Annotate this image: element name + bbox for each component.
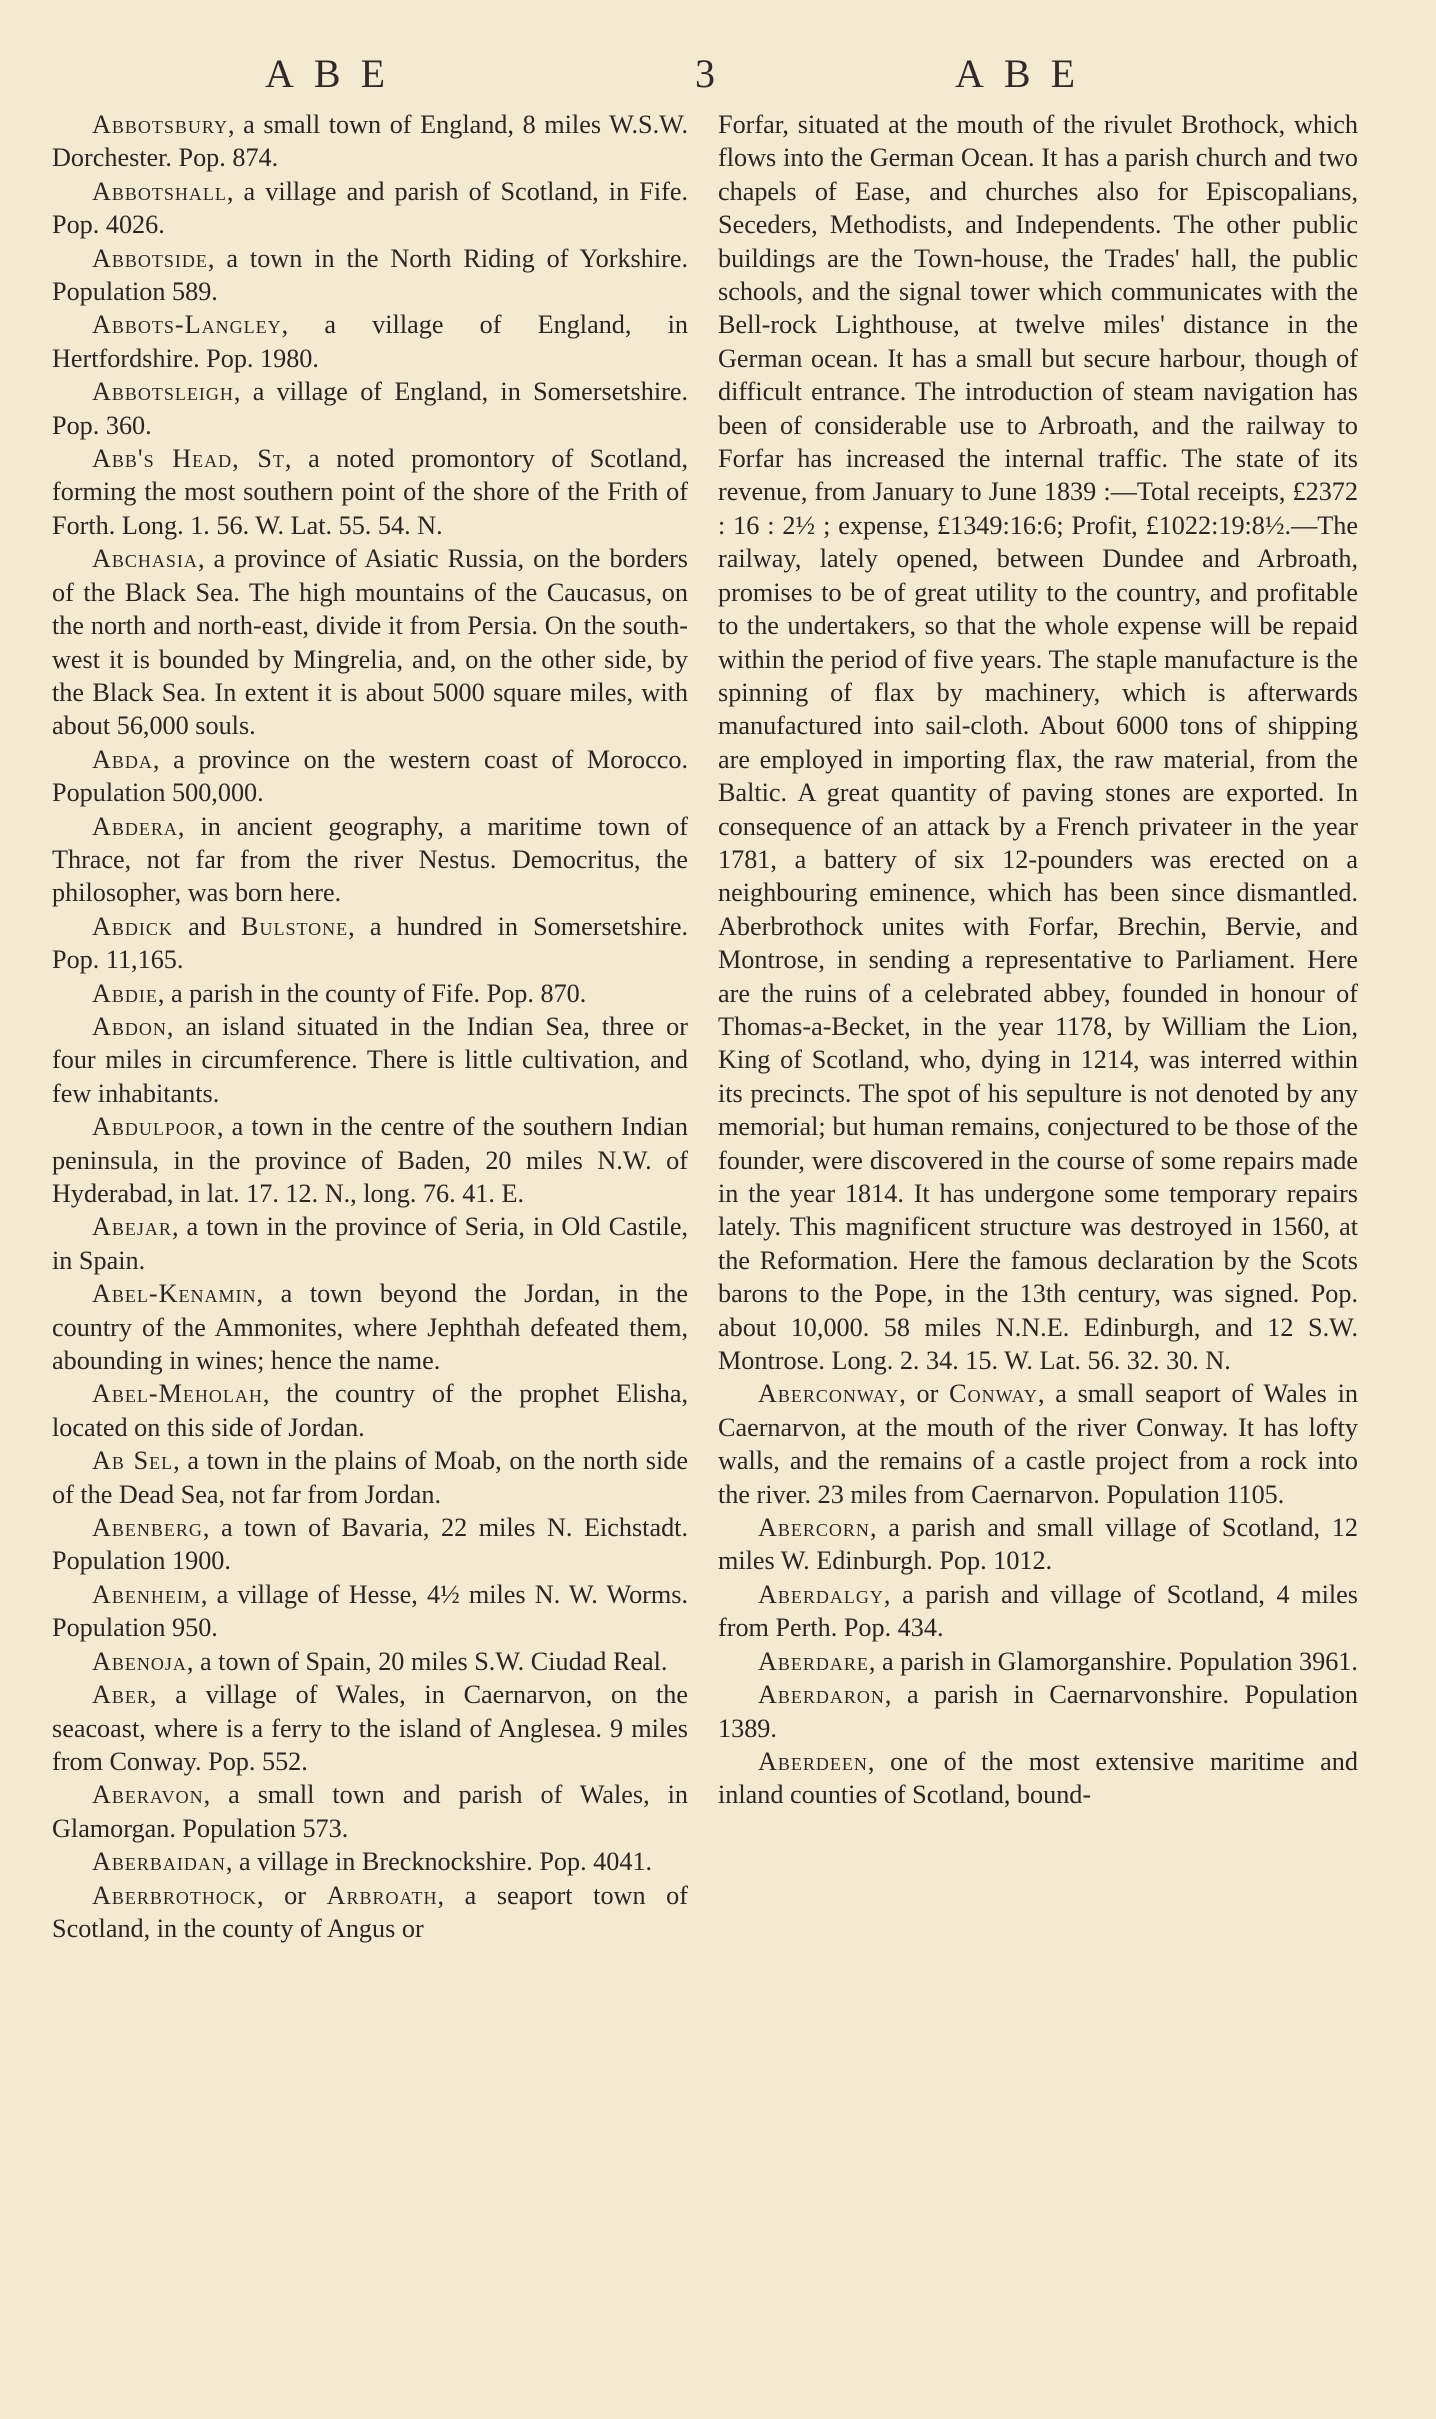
gazetteer-entry xyxy=(52,1010,688,1110)
entry-headword: Abbotshall xyxy=(92,176,227,206)
gazetteer-entry xyxy=(52,810,688,910)
gazetteer-entry xyxy=(52,1277,688,1377)
entry-text: , a parish in Caernarvonshire. Population 1389. xyxy=(718,1680,1358,1743)
entry-text: , a town beyond the Jordan, in the country of the Ammonites, where Jephthah defeated them, abounding in wines; hence the name. xyxy=(52,1279,688,1376)
gazetteer-entry xyxy=(52,108,688,175)
entry-text: , a seaport town of Scotland, in the county of Angus or xyxy=(52,1880,688,1943)
entry-text: , a parish and small village of Scotland, 12 miles W. Edinburgh. Pop. 1012. xyxy=(718,1513,1358,1576)
gazetteer-entry xyxy=(718,1745,1358,1812)
entry-headword: Abel-Meholah xyxy=(92,1379,263,1409)
entry-headword: Abbotside xyxy=(92,243,208,273)
gazetteer-entry xyxy=(52,175,688,242)
entry-text: , in ancient geography, a maritime town of Thrace, not far from the river Nestus. Democritus, the philosopher, was born here. xyxy=(52,811,688,908)
entry-text: , a town in the plains of Moab, on the north side of the Dead Sea, not far from Jordan. xyxy=(52,1446,688,1509)
running-header xyxy=(0,50,1436,100)
gazetteer-entry xyxy=(52,375,688,442)
entry-text: , a small town of England, 8 miles W.S.W. Dorchester. Pop. 874. xyxy=(52,110,688,173)
gazetteer-entry xyxy=(718,1578,1358,1645)
entry-headword: Abbotsleigh xyxy=(92,377,234,407)
gazetteer-entry xyxy=(718,108,1358,1377)
entry-headword: Aberavon xyxy=(92,1780,204,1810)
right-column xyxy=(718,108,1358,1812)
entry-text: Forfar, situated at the mouth of the rivulet Brothock, which flows into the German Ocean. It has a parish church and two chapels of Ease, and churches also for Episcopalians, Seceders, Methodists, and Independents. The other public buildings are the Town-house, the Trades' hall, the public schools, and the signal tower which communicates with the Bell-rock Lighthouse, at twelve miles' distance in the German ocean. It has a small but secure harbour, though of difficult entrance. The introduction of steam navigation has been of considerable use to Arbroath, and the railway to Forfar has increased the internal traffic. The state of its revenue, from January to June 1839 :—Total receipts, £2372 : 16 : 2½ ; expense, £1349:16:6; Profit, £1022:19:8½.—The railway, lately opened, between Dundee and Arbroath, promises to be of great utility to the country, and profitable to the undertakers, so that the whole expense will be repaid within the period of five years. The staple manufacture is the spinning of flax by machinery, which is afterwards manufactured into sail-cloth. About 6000 tons of shipping are employed in importing flax, the raw material, from the Baltic. A great quantity of paving stones are exported. In consequence of an attack by a French privateer in the year 1781, a battery of six 12-pounders was erected on a neighbouring eminence, which has been since dismantled. Aberbrothock unites with Forfar, Brechin, Bervie, and Montrose, in sending a representative to Parliament. Here are the ruins of a celebrated abbey, founded in honour of Thomas-a-Becket, in the year 1178, by William the Lion, King of Scotland, who, dying in 1214, was interred within its precincts. The spot of his sepulture is not denoted by any memorial; but human remains, conjectured to be those of the founder, were discovered in the course of some repairs made in the year 1814. It has undergone some temporary repairs lately. This magnificent structure was destroyed in 1560, at the Reformation. Here the famous declaration by the Scots barons to the Pope, in the 13th century, was signed. Pop. about 10,000. 58 miles N.N.E. Edinburgh, and 12 S.W. Montrose. Long. 2. 34. 15. W. Lat. 56. 32. 30. N. xyxy=(718,110,1358,1376)
entry-headword: Abdera xyxy=(92,811,178,841)
entry-text: , a village in Brecknockshire. Pop. 4041. xyxy=(225,1847,653,1877)
entry-text: , a village of Hesse, 4½ miles N. W. Worms. Population 950. xyxy=(52,1579,688,1643)
gazetteer-entry xyxy=(52,1511,688,1578)
entry-text: , the country of the prophet Elisha, located on this side of Jordan. xyxy=(52,1379,688,1442)
left-column xyxy=(52,108,688,1945)
entry-headword: Arbroath xyxy=(326,1880,438,1910)
entry-headword: Bulstone xyxy=(241,911,349,941)
entry-text: , a village of England, in Somersetshire. Pop. 360. xyxy=(52,377,688,440)
gazetteer-entry xyxy=(52,542,688,742)
entry-headword: Abdick xyxy=(92,911,173,941)
gazetteer-entry xyxy=(52,977,688,1010)
entry-headword: Aberdeen xyxy=(758,1746,868,1776)
entry-headword: Abchasia xyxy=(92,544,198,574)
entry-headword: Abercorn xyxy=(758,1513,870,1543)
entry-headword: Abenheim xyxy=(92,1579,201,1609)
entry-headword: Abbots-Langley xyxy=(92,310,282,340)
gazetteer-entry xyxy=(52,1444,688,1511)
entry-text: , a village of England, in Hertfordshire. Pop. 1980. xyxy=(52,310,688,373)
entry-headword: Abda xyxy=(92,744,153,774)
entry-headword: Abenoja xyxy=(92,1646,187,1676)
entry-text: , a parish and village of Scotland, 4 miles from Perth. Pop. 434. xyxy=(718,1579,1358,1643)
entry-headword: Abdon xyxy=(92,1011,167,1041)
gazetteer-entry xyxy=(52,242,688,309)
entry-text: , a town in the centre of the southern Indian peninsula, in the province of Baden, 20 miles N.W. of Hyderabad, in lat. 17. 12. N., long. 76. 41. E. xyxy=(52,1112,688,1208)
entry-headword: Abdulpoor xyxy=(92,1112,217,1142)
entry-text: , a province of Asiatic Russia, on the borders of the Black Sea. The high mountains of the Caucasus, on the north and north-east, divide it from Persia. On the south-west it is bounded by Mingrelia, and, on the other side, by the Black Sea. In extent it is about 5000 square miles, with about 56,000 souls. xyxy=(52,544,688,741)
entry-text: , a village and parish of Scotland, in Fife. Pop. 4026. xyxy=(52,176,688,240)
entry-text: , a parish in Glamorganshire. Population 3961. xyxy=(868,1646,1358,1676)
gazetteer-entry xyxy=(52,1778,688,1845)
entry-text: , an island situated in the Indian Sea, three or four miles in circumference. There is little cultivation, and few inhabitants. xyxy=(52,1011,688,1108)
gazetteer-entry xyxy=(52,1678,688,1778)
entry-headword: Abejar xyxy=(92,1212,172,1242)
gazetteer-entry xyxy=(52,1377,688,1444)
gazetteer-entry xyxy=(718,1511,1358,1578)
gazetteer-entry xyxy=(52,1578,688,1645)
entry-text: , or xyxy=(256,1880,327,1910)
entry-text: , a hundred in Somersetshire. Pop. 11,165. xyxy=(52,911,689,975)
gazetteer-entry xyxy=(718,1678,1358,1745)
entry-text: , a town in the North Riding of Yorkshire. Population 589. xyxy=(52,243,688,307)
entry-text: , a parish in the county of Fife. Pop. 870. xyxy=(157,978,587,1008)
entry-headword: Aberbrothock xyxy=(92,1880,257,1910)
header-left-guide-word: ABE xyxy=(265,51,405,96)
entry-text: and xyxy=(172,911,242,941)
entry-headword: Aber xyxy=(92,1680,150,1710)
entry-headword: Abdie xyxy=(92,978,158,1008)
gazetteer-entry xyxy=(52,1645,688,1678)
entry-text: , a town of Spain, 20 miles S.W. Ciudad Real. xyxy=(186,1646,668,1676)
gazetteer-entry xyxy=(52,1110,688,1210)
gazetteer-entry xyxy=(718,1645,1358,1678)
entry-text: , a small seaport of Wales in Caernarvon, at the mouth of the river Conway. It has lofty walls, and the remains of a castle project from a rock into the river. 23 miles from Caernarvon. Population 1105. xyxy=(718,1379,1358,1509)
gazetteer-entry xyxy=(52,743,688,810)
entry-text: , a town in the province of Seria, in Old Castile, in Spain. xyxy=(52,1212,688,1275)
entry-headword: Ab Sel xyxy=(92,1446,174,1476)
gazetteer-entry xyxy=(52,910,688,977)
entry-text: , a town of Bavaria, 22 miles N. Eichstadt. Population 1900. xyxy=(52,1513,688,1576)
entry-text: , a province on the western coast of Morocco. Population 500,000. xyxy=(52,744,688,808)
entry-text: , a village of Wales, in Caernarvon, on the seacoast, where is a ferry to the island of Anglesea. 9 miles from Conway. Pop. 552. xyxy=(52,1680,688,1776)
gazetteer-entry xyxy=(718,1377,1358,1511)
entry-text: , one of the most extensive maritime and inland counties of Scotland, bound- xyxy=(718,1746,1358,1810)
entry-text: , or xyxy=(899,1379,950,1409)
entry-text: , a small town and parish of Wales, in Glamorgan. Population 573. xyxy=(52,1780,688,1843)
entry-headword: Conway xyxy=(949,1379,1038,1409)
entry-text: , a noted promontory of Scotland, forming the most southern point of the shore of the Frith of Forth. Long. 1. 56. W. Lat. 55. 54. N. xyxy=(52,444,688,540)
gazetteer-entry xyxy=(52,1210,688,1277)
entry-headword: Abenberg xyxy=(92,1513,203,1543)
gazetteer-entry xyxy=(52,1879,688,1946)
page-number: 3 xyxy=(695,51,715,96)
gazetteer-entry xyxy=(52,442,688,542)
entry-headword: Abel-Kenamin xyxy=(92,1279,257,1309)
header-right-guide-word: ABE xyxy=(955,51,1095,96)
gazetteer-entry xyxy=(52,308,688,375)
entry-headword: Abb's Head, St xyxy=(92,444,285,474)
entry-headword: Aberbaidan xyxy=(92,1847,226,1877)
entry-headword: Abbotsbury xyxy=(92,110,228,139)
gazetteer-entry xyxy=(52,1845,688,1878)
entry-headword: Aberdare xyxy=(758,1646,869,1676)
entry-headword: Aberdalgy xyxy=(758,1579,884,1609)
entry-headword: Aberdaron xyxy=(758,1680,885,1710)
entry-headword: Aberconway xyxy=(758,1379,900,1409)
